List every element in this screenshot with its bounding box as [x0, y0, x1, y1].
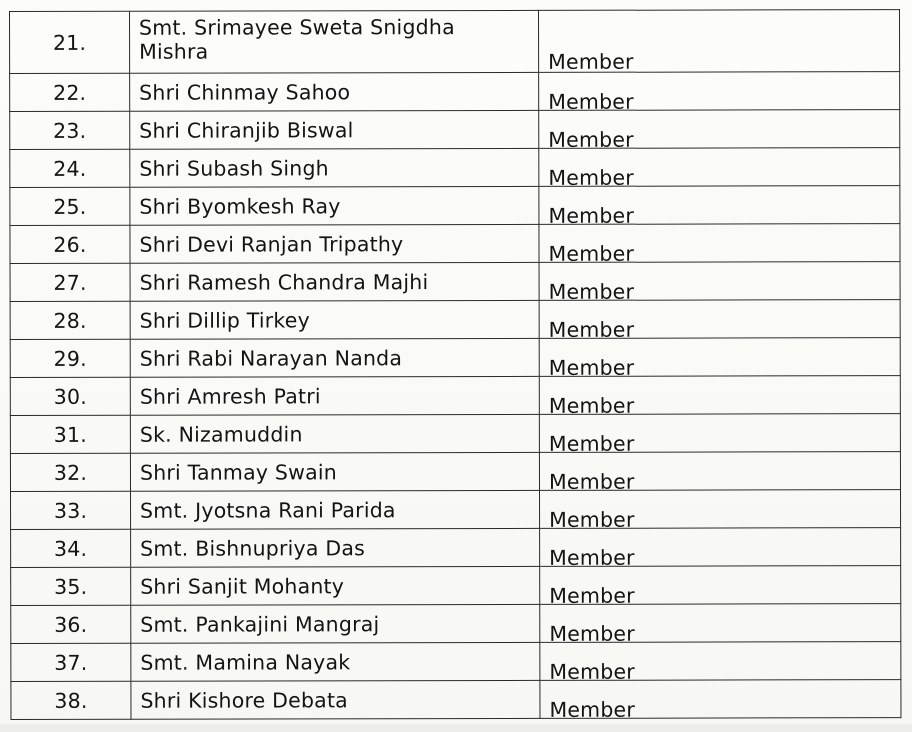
table-row [11, 604, 901, 644]
designation-cell [539, 452, 900, 494]
serial-number-cell: 31. [10, 415, 130, 453]
member-name-cell: Shri Tanmay Swain [130, 452, 539, 491]
designation-cell [539, 262, 900, 304]
table-row [10, 376, 900, 416]
designation-cell [540, 490, 901, 532]
designation-cell [539, 110, 900, 152]
designation-cell [540, 642, 901, 684]
table-row [10, 72, 900, 112]
designation-cell [540, 528, 901, 570]
serial-number-cell: 24. [10, 149, 130, 187]
serial-number-cell: 22. [10, 73, 130, 111]
designation-cell [538, 10, 899, 73]
table-row [10, 414, 900, 454]
designation-cell [540, 680, 901, 722]
designation-text: Member [548, 165, 634, 190]
serial-number-cell: 27. [10, 263, 130, 301]
serial-number-cell: 37. [11, 643, 131, 681]
designation-text: Member [548, 431, 635, 456]
table-row [10, 148, 900, 188]
serial-number-cell: 32. [10, 453, 130, 491]
members-table [9, 9, 901, 720]
serial-number-cell: 34. [11, 529, 131, 567]
serial-number-cell: 26. [10, 225, 130, 263]
serial-number-cell: 35. [11, 567, 131, 605]
table-row [11, 528, 901, 568]
serial-number-cell: 25. [10, 187, 130, 225]
table-row [10, 10, 900, 74]
designation-cell [539, 300, 900, 342]
designation-cell [539, 72, 900, 114]
member-name-cell: Shri Byomkesh Ray [130, 186, 539, 225]
serial-number-cell: 38. [11, 681, 131, 719]
designation-cell [539, 186, 900, 228]
table-row [11, 642, 901, 682]
member-name-cell: Smt. Jyotsna Rani Parida [131, 490, 540, 529]
member-name-cell: Smt. Mamina Nayak [131, 642, 540, 681]
designation-text: Member [548, 469, 635, 494]
designation-cell [539, 224, 900, 266]
table-row [10, 452, 900, 492]
serial-number-cell: 21. [10, 11, 130, 73]
designation-cell [539, 376, 900, 418]
member-name-cell: Smt. Srimayee Sweta Snigdha Mishra [130, 10, 539, 73]
member-name-cell: Shri Rabi Narayan Nanda [130, 338, 539, 377]
designation-text: Member [549, 507, 635, 532]
member-name-cell: Shri Chiranjib Biswal [130, 110, 539, 149]
designation-text: Member [549, 621, 635, 646]
designation-text: Member [548, 279, 635, 304]
designation-cell [539, 414, 900, 456]
designation-text: Member [549, 697, 636, 722]
member-name-cell: Smt. Pankajini Mangraj [131, 604, 540, 643]
table-row [11, 490, 901, 530]
member-name-cell: Smt. Bishnupriya Das [131, 528, 540, 567]
designation-text: Member [548, 89, 634, 114]
serial-number-cell: 36. [11, 605, 131, 643]
member-name-cell: Shri Amresh Patri [130, 376, 539, 415]
table-row [10, 186, 900, 226]
designation-text: Member [548, 203, 634, 228]
designation-cell [540, 604, 901, 646]
table-row [11, 566, 901, 606]
member-name-cell: Shri Chinmay Sahoo [130, 72, 539, 111]
member-name-cell: Shri Subash Singh [130, 148, 539, 187]
designation-text: Member [548, 127, 634, 152]
serial-number-cell: 23. [10, 111, 130, 149]
table-row [11, 680, 901, 720]
member-name-cell: Shri Ramesh Chandra Majhi [130, 262, 539, 301]
designation-text: Member [548, 393, 635, 418]
table-row [10, 338, 900, 378]
designation-cell [540, 566, 901, 608]
serial-number-cell: 30. [10, 377, 130, 415]
designation-cell [539, 148, 900, 190]
designation-text: Member [548, 49, 634, 74]
designation-text: Member [548, 241, 635, 266]
table-row [10, 224, 900, 264]
designation-text: Member [548, 355, 635, 380]
designation-text: Member [549, 545, 635, 570]
serial-number-cell: 28. [10, 301, 130, 339]
member-name-cell: Shri Devi Ranjan Tripathy [130, 224, 539, 263]
table-row [10, 300, 900, 340]
table-row [10, 110, 900, 150]
member-name-cell: Shri Sanjit Mohanty [131, 566, 540, 605]
member-name-cell: Shri Dillip Tirkey [130, 300, 539, 339]
designation-text: Member [548, 317, 635, 342]
scan-bottom-edge [0, 724, 912, 732]
serial-number-cell: 33. [11, 491, 131, 529]
member-name-cell: Shri Kishore Debata [131, 680, 540, 719]
table-row [10, 262, 900, 302]
designation-text: Member [549, 583, 635, 608]
designation-cell [539, 338, 900, 380]
designation-text: Member [549, 659, 635, 684]
member-name-cell: Sk. Nizamuddin [130, 414, 539, 453]
members-table-body [10, 10, 901, 720]
serial-number-cell: 29. [10, 339, 130, 377]
